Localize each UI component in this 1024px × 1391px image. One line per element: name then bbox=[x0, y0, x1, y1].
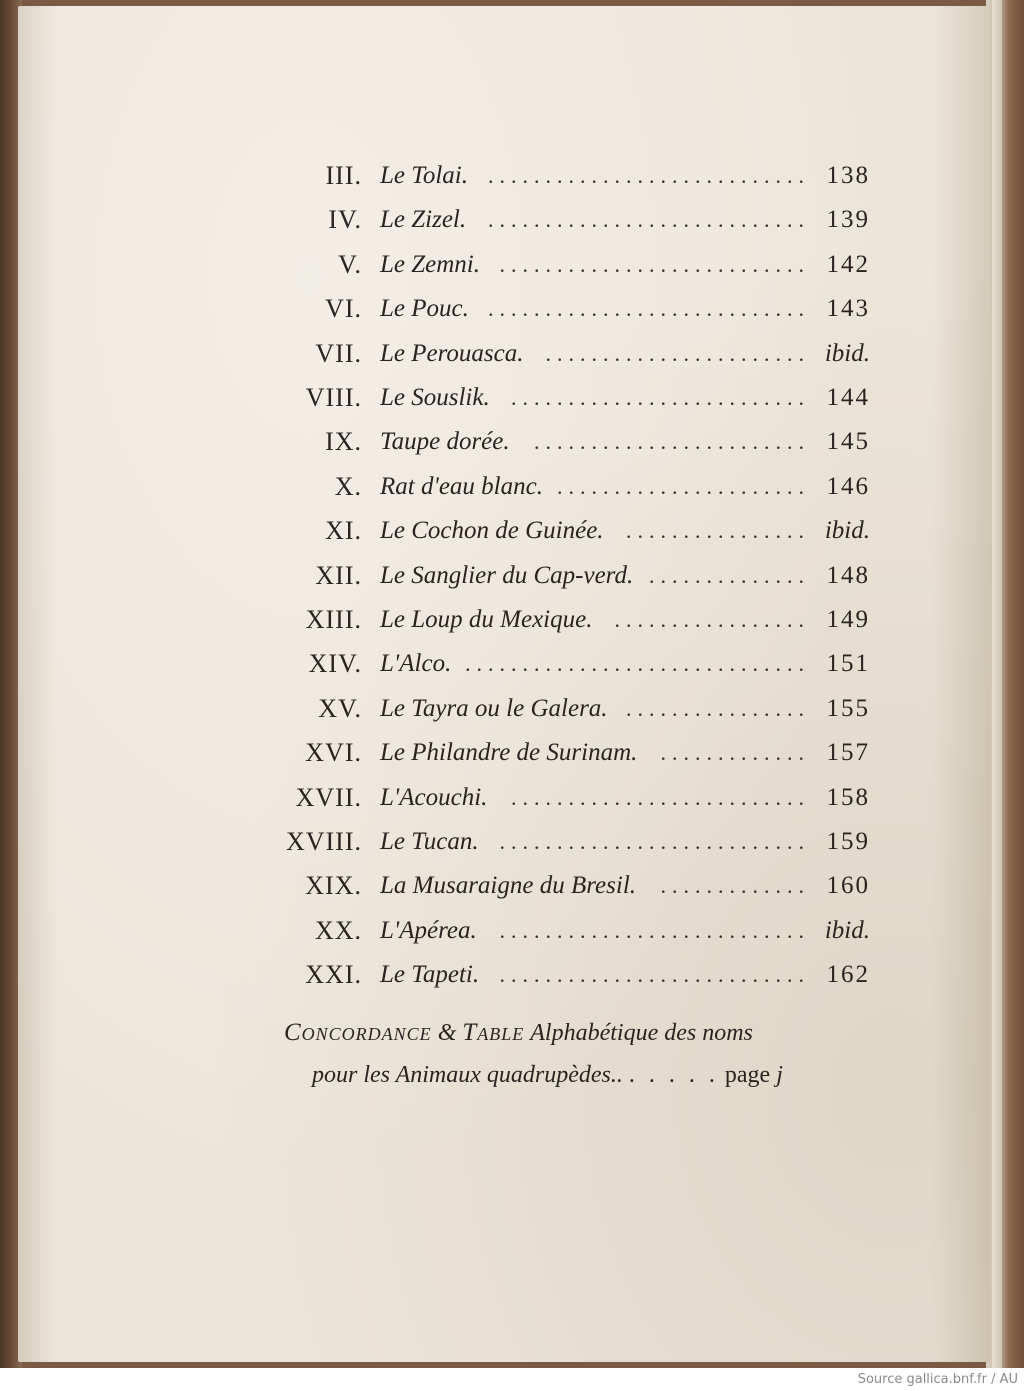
toc-entry bbox=[240, 422, 870, 462]
leader-dots: .......................... bbox=[511, 784, 810, 810]
entry-page: ibid. bbox=[824, 517, 870, 545]
concordance-entry bbox=[284, 1012, 864, 1088]
entry-title: Le Tapeti. bbox=[380, 961, 480, 989]
concordance-ampersand: & bbox=[437, 1020, 457, 1046]
toc-entry bbox=[240, 289, 870, 329]
entry-page: 159 bbox=[826, 828, 870, 855]
entry-title: Le Tayra ou le Galera. bbox=[380, 694, 608, 722]
entry-number: XX. bbox=[314, 915, 362, 945]
concordance-line2-text: pour les Animaux quadrupèdes.. bbox=[312, 1062, 623, 1088]
leader-dots: ................ bbox=[626, 695, 810, 721]
concordance-rest: Alphabétique des noms bbox=[530, 1020, 753, 1046]
leader-dots: ............. bbox=[660, 873, 810, 899]
leader-dots: ............................ bbox=[488, 163, 810, 188]
entry-number: IX. bbox=[325, 427, 362, 457]
entry-page: 139 bbox=[826, 206, 870, 234]
entry-number: XI. bbox=[325, 516, 362, 546]
leader-dots: .............. bbox=[649, 562, 810, 588]
entry-number: X. bbox=[334, 471, 362, 501]
concordance-line-1 bbox=[284, 1012, 864, 1054]
toc-entry bbox=[240, 200, 870, 240]
entry-page: 146 bbox=[826, 472, 870, 500]
entry-title: Le Sanglier du Cap-verd. bbox=[380, 561, 634, 589]
source-attribution: Source gallica.bnf.fr / AU bbox=[857, 1372, 1018, 1387]
toc-entry bbox=[240, 511, 870, 551]
toc-entry bbox=[240, 733, 870, 773]
toc-entry bbox=[240, 600, 870, 640]
entry-number: XII. bbox=[315, 560, 362, 590]
concordance-page-label: page bbox=[724, 1062, 771, 1088]
entry-number: VI. bbox=[325, 294, 362, 324]
entry-number: III. bbox=[325, 161, 362, 190]
concordance-line2-dots: . . . . . bbox=[628, 1062, 719, 1088]
leader-dots: ...................... bbox=[557, 473, 810, 499]
entry-page: 160 bbox=[826, 872, 870, 900]
entry-page: 138 bbox=[826, 162, 870, 189]
entry-title: Le Zemni. bbox=[380, 250, 480, 278]
entry-page: 155 bbox=[826, 694, 870, 722]
leader-dots: ............. bbox=[660, 740, 810, 766]
entry-number: XXI. bbox=[305, 960, 362, 990]
entry-page: 145 bbox=[826, 428, 870, 456]
entry-page: 143 bbox=[826, 295, 870, 323]
toc-entry bbox=[240, 955, 870, 995]
toc-entry bbox=[240, 245, 870, 285]
entry-page: 151 bbox=[826, 650, 870, 678]
toc-entry bbox=[240, 689, 870, 729]
entry-title: Le Perouasca. bbox=[380, 339, 524, 367]
entry-title: Le Loup du Mexique. bbox=[380, 606, 593, 633]
entry-number: XVIII. bbox=[285, 827, 362, 856]
toc-entry bbox=[240, 644, 870, 684]
entry-number: XIII. bbox=[305, 605, 362, 634]
leader-dots: ........................... bbox=[499, 251, 810, 277]
leader-dots: ................ bbox=[626, 518, 810, 544]
entry-number: VII. bbox=[315, 338, 362, 368]
entry-title: Rat d'eau blanc. bbox=[380, 472, 543, 500]
entry-title: L'Alco. bbox=[380, 650, 452, 678]
entry-title: Le Cochon de Guinée. bbox=[380, 517, 604, 545]
toc-entry bbox=[240, 822, 870, 862]
entry-number: VIII. bbox=[305, 383, 362, 412]
entry-number: IV. bbox=[328, 205, 362, 235]
entry-title: Taupe dorée. bbox=[380, 428, 510, 456]
concordance-caps-1: Concordance bbox=[284, 1019, 432, 1046]
leader-dots: ........................... bbox=[499, 962, 810, 988]
leader-dots: ........................ bbox=[534, 429, 810, 455]
entry-page: ibid. bbox=[824, 339, 870, 367]
toc-entry bbox=[240, 911, 870, 951]
entry-page: 148 bbox=[826, 561, 870, 589]
entry-title: Le Philandre de Surinam. bbox=[380, 739, 638, 767]
leader-dots: ............................ bbox=[488, 207, 810, 233]
entry-page: 158 bbox=[826, 783, 870, 811]
entry-number: V. bbox=[338, 249, 362, 279]
entry-page: 142 bbox=[826, 250, 870, 278]
entry-title: L'Apérea. bbox=[380, 916, 477, 944]
entry-page: ibid. bbox=[824, 916, 870, 944]
entry-title: Le Pouc. bbox=[380, 295, 469, 323]
toc-entry bbox=[240, 556, 870, 596]
entry-number: XV. bbox=[318, 693, 362, 723]
toc-entry bbox=[240, 467, 870, 507]
leader-dots: .......................... bbox=[511, 385, 810, 410]
entry-title: La Musaraigne du Bresil. bbox=[380, 872, 637, 900]
leader-dots: .............................. bbox=[465, 651, 810, 677]
toc-entry bbox=[240, 156, 870, 196]
entry-title: L'Acouchi. bbox=[380, 783, 488, 811]
entry-page: 157 bbox=[826, 739, 870, 767]
toc-entry bbox=[240, 778, 870, 818]
entry-page: 149 bbox=[826, 606, 870, 633]
leader-dots: ....................... bbox=[545, 340, 810, 366]
toc-entry bbox=[240, 378, 870, 418]
leader-dots: ........................... bbox=[499, 829, 810, 854]
entry-page: 162 bbox=[826, 961, 870, 989]
entry-title: Le Tucan. bbox=[380, 828, 479, 855]
entry-number: XIX. bbox=[305, 871, 362, 901]
concordance-page-ref: j bbox=[776, 1062, 783, 1088]
entry-number: XVI. bbox=[305, 738, 362, 768]
entry-page: 144 bbox=[826, 384, 870, 411]
entry-number: XIV. bbox=[308, 649, 362, 679]
concordance-line-2 bbox=[312, 1054, 864, 1096]
leader-dots: ............................ bbox=[488, 296, 810, 322]
leader-dots: ................. bbox=[614, 607, 810, 632]
entry-title: Le Tolai. bbox=[380, 162, 469, 189]
entry-title: Le Souslik. bbox=[380, 384, 490, 411]
leader-dots: ........................... bbox=[499, 917, 810, 943]
toc-entry bbox=[240, 334, 870, 374]
entry-number: XVII. bbox=[295, 782, 362, 812]
toc-entry bbox=[240, 866, 870, 906]
entry-title: Le Zizel. bbox=[380, 206, 467, 234]
concordance-caps-2: Table bbox=[462, 1019, 525, 1046]
